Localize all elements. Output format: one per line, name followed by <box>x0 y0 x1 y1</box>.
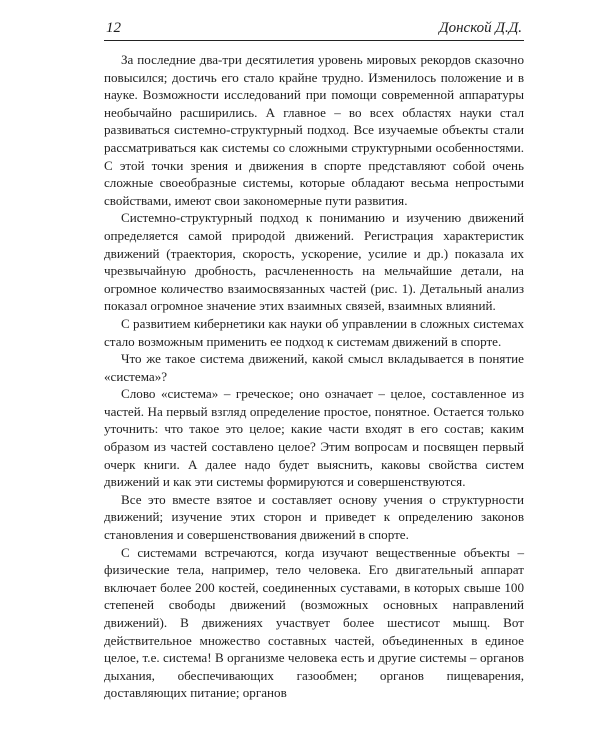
paragraph: Системно-структурный подход к пониманию и изучению движений определяется самой природой движений. Регистрация характеристик движений (траектория, скорость, ускорение, усилие и др.) показала их чрезвычайную дробность, расчлененность на мельчайшие детали, на огромное количество взаимосвязанных частей (рис. 1). Детальный анализ показал огромное значение этих взаимных связей, взаимных влияний. <box>104 210 524 314</box>
header-rule <box>104 40 524 41</box>
paragraph: С системами встречаются, когда изучают вещественные объекты – физические тела, например, тело человека. Его двигательный аппарат включает более 200 костей, соединенных суставами, в которых свыше 100 степеней свободы движений (возможных основных направлений движений). В движениях участвует более шестисот мышц. Вот действительное множество составных частей, объединенных в единое целое, т.е. система! В организме человека есть и другие системы – органов дыхания, обеспечивающих газообмен; органов пищеварения, доставляющих питание; органов <box>104 544 524 701</box>
book-page <box>104 20 524 702</box>
paragraph: Слово «система» – греческое; оно означает – целое, составленное из частей. На первый взгляд определение простое, понятное. Остается только уточнить: что такое это целое; какие части входят в его состав; каким образом из частей составлено целое? Этим вопросам и посвящен первый очерк книги. А далее надо будет выяснить, каковы свойства систем движений и как эти системы формируются и совершенствуются. <box>104 386 524 490</box>
paragraph: Что же такое система движений, какой смысл вкладывается в понятие «система»? <box>104 351 524 384</box>
body-text <box>104 51 524 702</box>
author-name: Донской Д.Д. <box>439 20 522 36</box>
paragraph: Все это вместе взятое и составляет основу учения о структурности движений; изучение этих сторон и приведет к определению законов становления и совершенствования движений в спорте. <box>104 491 524 543</box>
paragraph: За последние два-три десятилетия уровень мировых рекордов сказочно повысился; достичь его стало крайне трудно. Изменилось положение и в науке. Возможности исследований при помощи современной аппаратуры необычайно расширились. А главное – во всех областях науки стал развиваться системно-структурный подход. Все изучаемые объекты стали рассматриваться как системы со сложными структурными особенностями. С этой точки зрения и движения в спорте представляют собой очень сложные своеобразные системы, которые обладают весьма непростыми свойствами, имеют свои закономерные пути развития. <box>104 52 524 208</box>
page-number: 12 <box>106 20 121 36</box>
running-head <box>104 20 524 40</box>
paragraph: С развитием кибернетики как науки об управлении в сложных системах стало возможным применить ее подход к системам движений в спорте. <box>104 315 524 349</box>
